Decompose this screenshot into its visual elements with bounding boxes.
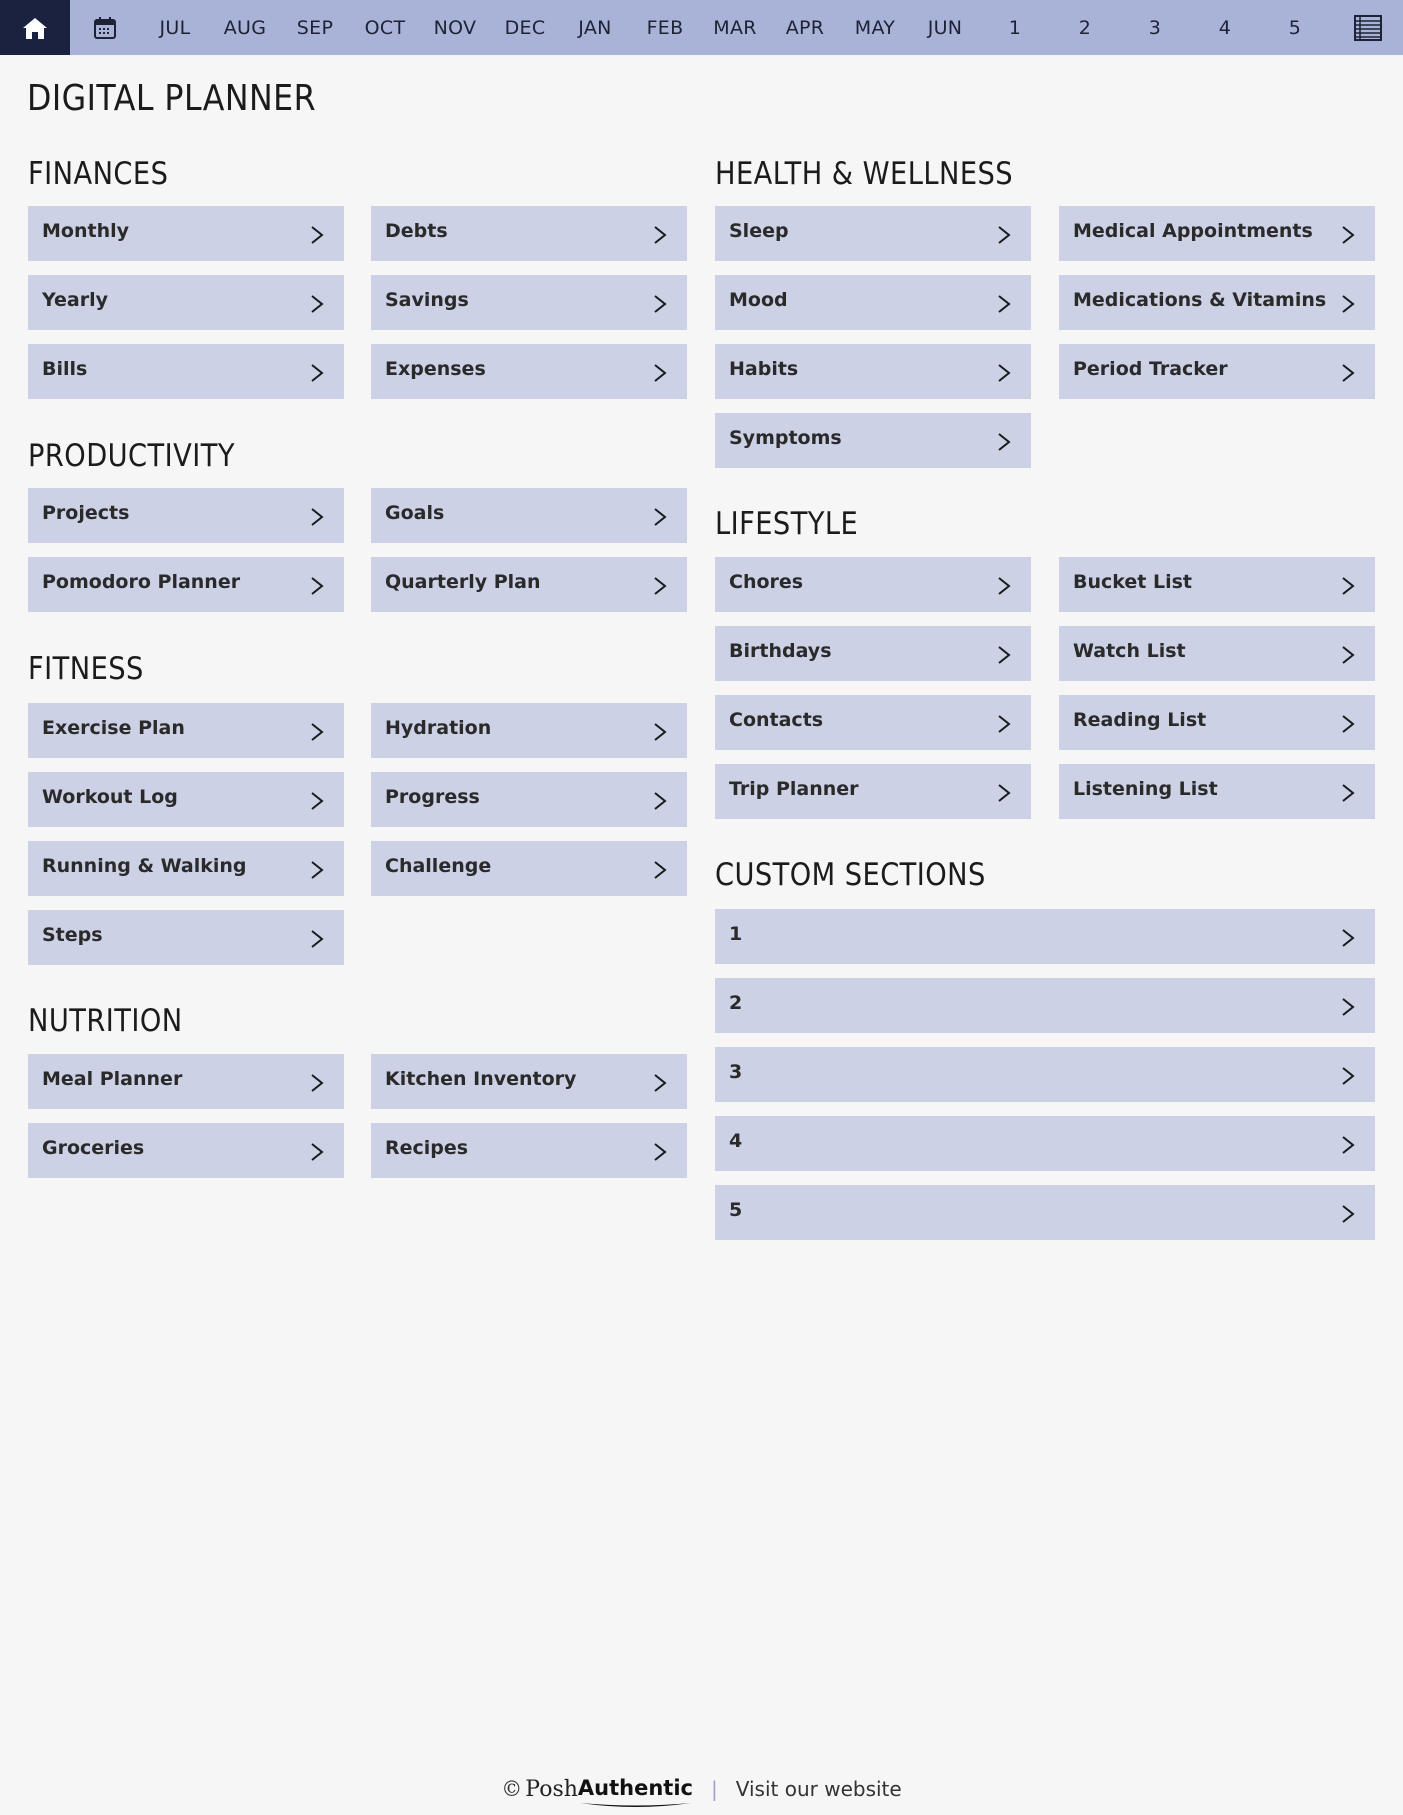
tile-finances-savings[interactable] — [371, 275, 687, 330]
tile-lifestyle-watch-list[interactable] — [1059, 626, 1375, 681]
nav-item-2[interactable]: 2 — [1078, 16, 1092, 39]
tile-label: Sleep — [729, 220, 789, 242]
chevron-right-icon — [997, 645, 1011, 665]
nav-item-5[interactable]: 5 — [1288, 16, 1302, 39]
chevron-right-icon — [997, 783, 1011, 803]
chevron-right-icon — [310, 860, 324, 880]
tile-label: 2 — [729, 992, 743, 1014]
tile-label: Expenses — [385, 358, 486, 380]
tile-productivity-pomodoro-planner[interactable] — [28, 557, 344, 612]
tile-label: Contacts — [729, 709, 824, 731]
tile-nutrition-meal-planner[interactable] — [28, 1054, 344, 1109]
tile-health-medications-and-vitamins[interactable] — [1059, 275, 1375, 330]
tile-label: Medications & Vitamins — [1073, 289, 1327, 311]
tile-health-sleep[interactable] — [715, 206, 1031, 261]
tile-health-symptoms[interactable] — [715, 413, 1031, 468]
footer-separator: | — [711, 1777, 718, 1801]
tile-label: 4 — [729, 1130, 743, 1152]
tile-nutrition-groceries[interactable] — [28, 1123, 344, 1178]
chevron-right-icon — [653, 576, 667, 596]
chevron-right-icon — [310, 225, 324, 245]
chevron-right-icon — [310, 507, 324, 527]
tile-finances-yearly[interactable] — [28, 275, 344, 330]
list-icon — [1353, 14, 1383, 42]
index-list-button[interactable] — [1333, 0, 1403, 55]
chevron-right-icon — [997, 294, 1011, 314]
page-title: DIGITAL PLANNER — [27, 78, 317, 119]
chevron-right-icon — [653, 507, 667, 527]
nav-item-dec[interactable]: DEC — [504, 16, 546, 39]
chevron-right-icon — [653, 294, 667, 314]
tile-finances-bills[interactable] — [28, 344, 344, 399]
tile-fitness-hydration[interactable] — [371, 703, 687, 758]
tile-lifestyle-trip-planner[interactable] — [715, 764, 1031, 819]
footer — [0, 1772, 1403, 1806]
tile-lifestyle-listening-list[interactable] — [1059, 764, 1375, 819]
nav-item-aug[interactable]: AUG — [223, 16, 267, 39]
tile-label: Habits — [729, 358, 799, 380]
tile-lifestyle-birthdays[interactable] — [715, 626, 1031, 681]
home-icon — [22, 16, 48, 40]
tile-label: Period Tracker — [1073, 358, 1228, 380]
top-navigation — [0, 0, 1403, 55]
tile-health-period-tracker[interactable] — [1059, 344, 1375, 399]
tile-finances-debts[interactable] — [371, 206, 687, 261]
nav-item-may[interactable]: MAY — [854, 16, 896, 39]
tile-label: Progress — [385, 786, 480, 808]
chevron-right-icon — [310, 791, 324, 811]
tile-label: Reading List — [1073, 709, 1207, 731]
tile-label: Savings — [385, 289, 469, 311]
chevron-right-icon — [310, 722, 324, 742]
section-title-custom: CUSTOM SECTIONS — [715, 857, 986, 893]
tile-health-mood[interactable] — [715, 275, 1031, 330]
tile-label: Workout Log — [42, 786, 178, 808]
tile-health-medical-appointments[interactable] — [1059, 206, 1375, 261]
chevron-right-icon — [653, 363, 667, 383]
tile-label: Watch List — [1073, 640, 1186, 662]
brand-logo-light: Posh — [525, 1776, 578, 1802]
tile-fitness-running-and-walking[interactable] — [28, 841, 344, 896]
tile-label: Yearly — [42, 289, 108, 311]
chevron-right-icon — [1341, 1066, 1355, 1086]
tile-label: Projects — [42, 502, 130, 524]
tile-lifestyle-chores[interactable] — [715, 557, 1031, 612]
nav-item-jan[interactable]: JAN — [578, 16, 612, 39]
section-title-health: HEALTH & WELLNESS — [715, 156, 1014, 192]
chevron-right-icon — [1341, 645, 1355, 665]
tile-label: 1 — [729, 923, 743, 945]
chevron-right-icon — [310, 1142, 324, 1162]
tile-fitness-exercise-plan[interactable] — [28, 703, 344, 758]
brand-swoosh-icon — [578, 1801, 693, 1809]
chevron-right-icon — [653, 860, 667, 880]
chevron-right-icon — [653, 1073, 667, 1093]
chevron-right-icon — [1341, 997, 1355, 1017]
tile-fitness-steps[interactable] — [28, 910, 344, 965]
tile-custom-1[interactable] — [715, 909, 1375, 964]
tile-label: Mood — [729, 289, 788, 311]
nav-item-4[interactable]: 4 — [1218, 16, 1232, 39]
tile-nutrition-recipes[interactable] — [371, 1123, 687, 1178]
tile-label: Steps — [42, 924, 103, 946]
chevron-right-icon — [1341, 1204, 1355, 1224]
nav-item-sep[interactable]: SEP — [296, 16, 334, 39]
chevron-right-icon — [1341, 294, 1355, 314]
tile-label: Bills — [42, 358, 88, 380]
calendar-button[interactable] — [70, 0, 140, 55]
tile-custom-5[interactable] — [715, 1185, 1375, 1240]
tile-label: Bucket List — [1073, 571, 1192, 593]
tile-nutrition-kitchen-inventory[interactable] — [371, 1054, 687, 1109]
nav-item-oct[interactable]: OCT — [364, 16, 406, 39]
chevron-right-icon — [1341, 928, 1355, 948]
tile-label: Symptoms — [729, 427, 842, 449]
tile-finances-monthly[interactable] — [28, 206, 344, 261]
section-title-fitness: FITNESS — [28, 651, 144, 687]
tile-fitness-challenge[interactable] — [371, 841, 687, 896]
tile-label: 3 — [729, 1061, 743, 1083]
tile-productivity-goals[interactable] — [371, 488, 687, 543]
tile-custom-2[interactable] — [715, 978, 1375, 1033]
nav-item-jul[interactable]: JUL — [159, 16, 191, 39]
nav-item-feb[interactable]: FEB — [646, 16, 684, 39]
section-title-finances: FINANCES — [28, 156, 169, 192]
chevron-right-icon — [310, 363, 324, 383]
brand-logo-bold — [578, 1776, 693, 1803]
tile-fitness-progress[interactable] — [371, 772, 687, 827]
tile-label: Chores — [729, 571, 804, 593]
tile-label: 5 — [729, 1199, 743, 1221]
chevron-right-icon — [653, 791, 667, 811]
tile-label: Debts — [385, 220, 448, 242]
tile-label: Exercise Plan — [42, 717, 185, 739]
tile-label: Monthly — [42, 220, 129, 242]
nav-item-nov[interactable]: NOV — [433, 16, 477, 39]
home-button[interactable] — [0, 0, 70, 55]
tile-label: Trip Planner — [729, 778, 859, 800]
nav-item-apr[interactable]: APR — [785, 16, 825, 39]
nav-item-mar[interactable]: MAR — [713, 16, 757, 39]
tile-finances-expenses[interactable] — [371, 344, 687, 399]
tile-label: Running & Walking — [42, 855, 247, 877]
tile-health-habits[interactable] — [715, 344, 1031, 399]
nav-item-jun[interactable]: JUN — [927, 16, 963, 39]
chevron-right-icon — [1341, 225, 1355, 245]
chevron-right-icon — [997, 432, 1011, 452]
calendar-icon — [93, 16, 117, 40]
chevron-right-icon — [653, 225, 667, 245]
tile-label: Pomodoro Planner — [42, 571, 241, 593]
tile-custom-3[interactable] — [715, 1047, 1375, 1102]
chevron-right-icon — [997, 363, 1011, 383]
tile-label: Kitchen Inventory — [385, 1068, 577, 1090]
chevron-right-icon — [310, 294, 324, 314]
tile-label: Meal Planner — [42, 1068, 183, 1090]
visit-website-link[interactable]: Visit our website — [735, 1777, 902, 1801]
tile-lifestyle-reading-list[interactable] — [1059, 695, 1375, 750]
tile-productivity-quarterly-plan[interactable] — [371, 557, 687, 612]
chevron-right-icon — [1341, 1135, 1355, 1155]
tile-productivity-projects[interactable] — [28, 488, 344, 543]
tile-label: Challenge — [385, 855, 492, 877]
tile-label: Quarterly Plan — [385, 571, 541, 593]
chevron-right-icon — [1341, 714, 1355, 734]
chevron-right-icon — [310, 576, 324, 596]
section-title-nutrition: NUTRITION — [28, 1003, 183, 1039]
brand-logo-bold-text: Authentic — [577, 1775, 693, 1800]
section-title-lifestyle: LIFESTYLE — [715, 506, 859, 542]
chevron-right-icon — [1341, 783, 1355, 803]
chevron-right-icon — [310, 1073, 324, 1093]
chevron-right-icon — [997, 714, 1011, 734]
tile-fitness-workout-log[interactable] — [28, 772, 344, 827]
tile-label: Listening List — [1073, 778, 1218, 800]
chevron-right-icon — [1341, 576, 1355, 596]
nav-item-3[interactable]: 3 — [1148, 16, 1162, 39]
tile-label: Medical Appointments — [1073, 220, 1313, 242]
copyright-symbol: © — [501, 1777, 523, 1801]
tile-lifestyle-contacts[interactable] — [715, 695, 1031, 750]
section-title-productivity: PRODUCTIVITY — [28, 438, 235, 474]
nav-item-1[interactable]: 1 — [1008, 16, 1022, 39]
tile-label: Recipes — [385, 1137, 469, 1159]
tile-label: Hydration — [385, 717, 492, 739]
tile-custom-4[interactable] — [715, 1116, 1375, 1171]
chevron-right-icon — [997, 576, 1011, 596]
tile-lifestyle-bucket-list[interactable] — [1059, 557, 1375, 612]
chevron-right-icon — [653, 1142, 667, 1162]
chevron-right-icon — [1341, 363, 1355, 383]
tile-label: Birthdays — [729, 640, 832, 662]
chevron-right-icon — [997, 225, 1011, 245]
chevron-right-icon — [653, 722, 667, 742]
tile-label: Groceries — [42, 1137, 145, 1159]
tile-label: Goals — [385, 502, 445, 524]
chevron-right-icon — [310, 929, 324, 949]
